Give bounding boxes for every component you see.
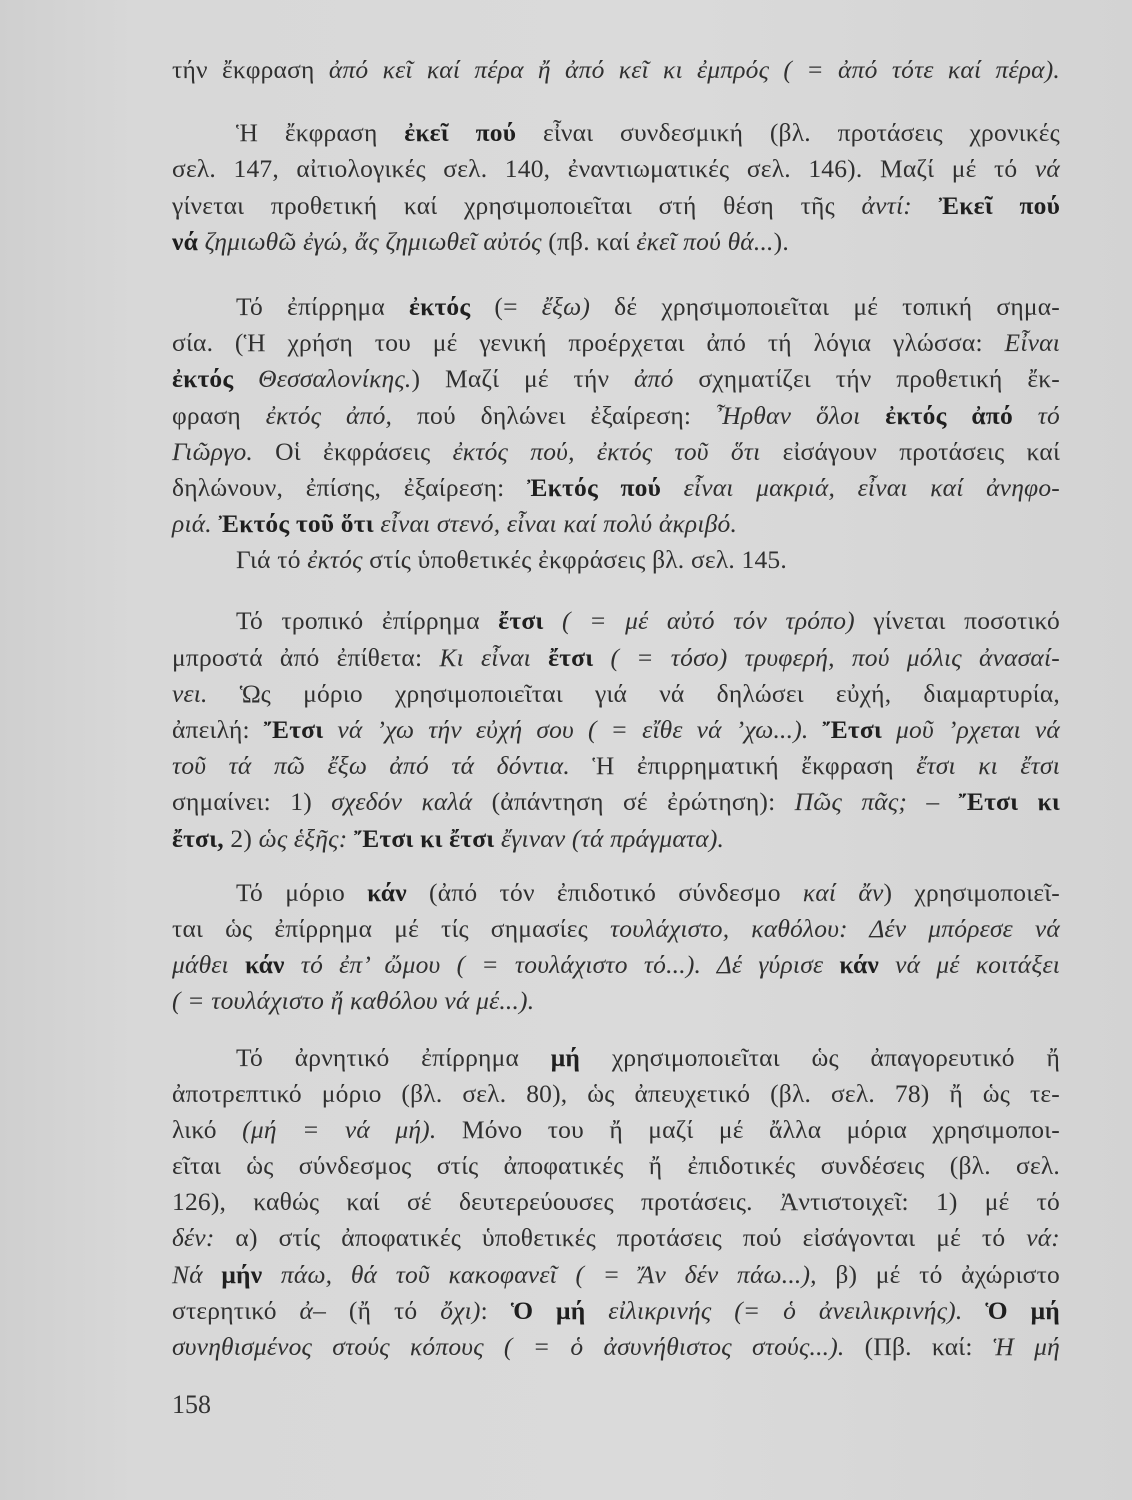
italic-example: ἀ–	[299, 1295, 327, 1325]
text-run: ) χρησιμοποιεῖ-	[883, 877, 1060, 907]
bold-term: ἐκεῖ πού	[404, 118, 517, 148]
text-line	[172, 188, 1060, 224]
bold-term: Ἐκεῖ πού	[938, 190, 1061, 220]
text-run: φραση	[172, 400, 266, 430]
text-line	[172, 748, 1060, 784]
text-line	[172, 911, 1060, 947]
italic-example: πάω, θά τοῦ κακοφανεῖ ( = Ἄν δέν πάω...),	[280, 1259, 817, 1289]
text-run: Τό ἐπίρρημα	[236, 291, 409, 321]
text-run: (=	[470, 291, 542, 321]
bold-term: ἐκτός	[409, 291, 471, 321]
italic-example: Νά	[172, 1259, 222, 1289]
text-line	[172, 289, 1060, 325]
bold-term: Ὁ μή	[985, 1295, 1060, 1325]
bold-term: ἐκτός	[172, 364, 259, 394]
text-line	[172, 1040, 1060, 1076]
italic-example: ( = τόσο) τρυφερή, πού μόλις ἀνασαί-	[610, 642, 1060, 672]
italic-example: νά ’χω τήν εὐχή σου ( = εἴθε νά ’χω...).	[337, 715, 823, 744]
text-run: ἀποτρεπτικό μόριο (βλ. σελ. 80), ὡς ἀπευχετικό (βλ. σελ. 78) ἤ ὡς τε-	[172, 1078, 1060, 1108]
italic-example: Κι εἶναι	[439, 642, 549, 672]
italic-example: ἐκτός	[307, 545, 363, 575]
text-line	[172, 224, 1060, 260]
bold-term: Ἔτσι κι	[958, 787, 1060, 817]
paragraph	[172, 542, 1060, 578]
text-run: γίνεται προθετική καί χρησιμοποιεῖται στή θέση τῆς	[172, 190, 862, 220]
text-run: σχηματίζει τήν προθετική ἔκ-	[673, 364, 1061, 394]
paragraph	[172, 52, 1060, 88]
italic-example: καί ἄν	[802, 877, 884, 907]
text-run: γίνεται ποσοτικό	[854, 606, 1060, 636]
text-run: στίς ὑποθετικές ἐκφράσεις βλ. σελ. 145.	[362, 545, 787, 575]
italic-example: τό	[1037, 400, 1061, 430]
italic-example: ἐκτός ἀπό,	[265, 400, 393, 430]
text-run: Ἡ ἐπιρρηματική ἔκφραση	[569, 751, 917, 781]
text-line	[172, 784, 1060, 820]
text-line	[172, 434, 1060, 470]
italic-example: δέν:	[172, 1223, 215, 1253]
text-line	[172, 506, 1060, 542]
italic-example: μάθει	[172, 950, 245, 980]
italic-example: νά	[1034, 154, 1060, 184]
paragraph	[172, 115, 1060, 260]
bold-term: Ἔτσι	[822, 715, 897, 744]
bold-term: μή	[550, 1042, 581, 1072]
italic-example: νει.	[172, 678, 208, 708]
text-line	[172, 1220, 1060, 1256]
text-run: (ἀπό τόν ἐπιδοτικό σύνδεσμο	[406, 877, 803, 907]
text-run: εῖται ὡς σύνδεσμος στίς ἀποφατικές ἤ ἐπιδοτικές συνδέσεις (βλ. σελ.	[172, 1151, 1060, 1181]
text-run: εἰσάγουν προτάσεις καί	[760, 436, 1061, 466]
text-run: (Πβ. καί:	[844, 1332, 993, 1361]
text-run: 2)	[223, 823, 259, 853]
text-run: λικό	[172, 1114, 243, 1144]
italic-example: νά:	[1026, 1223, 1060, 1253]
text-run: (πβ. καί	[541, 226, 637, 256]
paragraph	[172, 603, 1060, 856]
text-line	[172, 361, 1060, 397]
italic-example: μοῦ ’ρχεται νά	[896, 715, 1060, 744]
text-line	[172, 151, 1060, 187]
page-body-text	[172, 52, 1060, 1365]
text-run: 126), καθώς καί σέ δευτερεύουσες προτάσεις. Ἀντιστοιχεῖ: 1) μέ τό	[172, 1187, 1060, 1217]
italic-example: ἀντί:	[861, 190, 939, 220]
text-run: ἀπειλή:	[172, 715, 264, 744]
bold-term: κάν	[244, 950, 301, 980]
text-line	[172, 1076, 1060, 1112]
italic-example: Πῶς πᾶς;	[794, 787, 908, 817]
bold-term: Ἐκτός τοῦ ὅτι	[218, 509, 381, 539]
paragraph	[172, 289, 1060, 542]
text-run: –	[907, 787, 959, 817]
text-run: σία. (Ἡ χρήση του μέ γενική προέρχεται ἀπό τή λόγια γλώσσα:	[172, 328, 1005, 358]
italic-example: συνηθισμένος στούς κόπους ( = ὁ ἀσυνήθιστος στούς...).	[172, 1332, 845, 1361]
bold-term: ἔτσι,	[172, 823, 224, 853]
text-run: β) μέ τό ἀχώριστο	[816, 1259, 1060, 1289]
text-line	[172, 1112, 1060, 1148]
text-run: α) στίς ἀποφατικές ὑποθετικές προτάσεις πού εἰσάγονται μέ τό	[214, 1223, 1027, 1253]
italic-example: εἰλικρινής (= ὁ ἀνειλικρινής).	[608, 1295, 986, 1325]
text-run: Γιά τό	[236, 545, 308, 575]
text-line	[172, 603, 1060, 639]
bold-term: ἔτσι	[498, 606, 563, 636]
bold-term: μήν	[221, 1259, 281, 1289]
bold-term: Ἔτσι κι ἔτσι	[353, 823, 501, 853]
text-line	[172, 712, 1060, 748]
text-run: μπροστά ἀπό ἐπίθετα:	[172, 642, 440, 672]
italic-example: Θεσσαλονίκης.	[258, 364, 412, 394]
italic-example: ( = τουλάχιστο ἤ καθόλου νά μέ...).	[172, 986, 535, 1016]
text-line	[172, 398, 1060, 434]
text-run: χρησιμοποιεῖται ὡς ἀπαγορευτικό ἤ	[580, 1042, 1061, 1072]
text-run: (ἤ τό	[326, 1295, 441, 1325]
text-line	[172, 676, 1060, 712]
italic-example: ὄχι)	[440, 1295, 481, 1325]
text-run: ).	[773, 226, 789, 256]
text-line	[172, 1148, 1060, 1184]
text-run: Ὡς μόριο χρησιμοποιεῖται γιά νά δηλώσει εὐχή, διαμαρτυρία,	[207, 678, 1060, 708]
bold-term: ἔτσι	[548, 642, 611, 672]
text-run: Τό μόριο	[236, 877, 368, 907]
italic-example: ριά.	[172, 509, 219, 539]
bold-term: ἐκτός ἀπό	[885, 400, 1038, 430]
bold-term: νά	[172, 226, 205, 256]
text-run: πού δηλώνει ἐξαίρεση:	[392, 400, 717, 430]
italic-example: ἔτσι κι ἔτσι	[916, 751, 1060, 781]
text-run: Τό ἀρνητικό ἐπίρρημα	[236, 1042, 551, 1072]
page-number: 158	[172, 1390, 211, 1419]
text-run: Οἱ ἐκφράσεις	[253, 436, 453, 466]
bold-term: κάν	[839, 950, 896, 980]
text-run: Τό τροπικό ἐπίρρημα	[236, 606, 499, 636]
text-line	[172, 821, 1060, 857]
bold-term: Ἔτσι	[263, 715, 338, 744]
text-line	[172, 1293, 1060, 1329]
text-run: (ἀπάντηση σέ ἐρώτηση):	[472, 787, 795, 817]
text-run: σημαίνει: 1)	[172, 787, 332, 817]
italic-example: Εἶναι	[1004, 328, 1060, 358]
italic-example: ἀπό κεῖ καί πέρα ἤ ἀπό κεῖ κι ἐμπρός ( = ἀπό τότε καί πέρα).	[328, 55, 1061, 84]
text-run: :	[480, 1295, 511, 1325]
text-line	[172, 325, 1060, 361]
italic-example: ἐκτός πού, ἐκτός τοῦ ὅτι	[452, 436, 761, 466]
italic-example: νά μέ κοιτάξει	[895, 950, 1060, 980]
text-line	[172, 947, 1060, 983]
text-run: δέ χρησιμοποιεῖται μέ τοπική σημα-	[590, 291, 1060, 321]
bold-term: κάν	[367, 877, 407, 907]
italic-example: τουλάχιστο, καθόλου: Δέν μπόρεσε νά	[609, 913, 1061, 943]
italic-example: Ἦρθαν ὅλοι	[716, 400, 886, 430]
text-run: στερητικό	[172, 1295, 300, 1325]
italic-example: ζημιωθῶ ἐγώ, ἄς ζημιωθεῖ αὐτός	[204, 226, 542, 256]
text-line	[172, 1184, 1060, 1220]
italic-example: (μή = νά μή).	[242, 1114, 437, 1144]
bold-term: Ὁ μή	[510, 1295, 609, 1325]
italic-example: ἐκεῖ πού θά...	[636, 226, 774, 256]
italic-example: εἶναι στενό, εἶναι καί πολύ ἀκριβό.	[380, 509, 738, 539]
italic-example: εἶναι μακριά, εἶναι καί ἀνηφο-	[683, 472, 1061, 502]
text-line	[172, 983, 1060, 1019]
italic-example: τό ἐπ’ ὤμου ( = τουλάχιστο τό...). Δέ γύρισε	[300, 950, 840, 980]
bold-term: Ἐκτός πού	[527, 472, 684, 502]
text-line	[172, 115, 1060, 151]
paragraph	[172, 1040, 1060, 1366]
text-run: σελ. 147, αἰτιολογικές σελ. 140, ἐναντιωματικές σελ. 146). Μαζί μέ τό	[172, 154, 1035, 184]
italic-example: ἀπό	[634, 364, 674, 394]
text-run: ται ὡς ἐπίρρημα μέ τίς σημασίες	[172, 913, 610, 943]
text-line	[172, 470, 1060, 506]
text-line	[172, 542, 1060, 578]
text-run: δηλώνουν, ἐπίσης, ἐξαίρεση:	[172, 472, 528, 502]
paragraph	[172, 875, 1060, 1020]
text-line	[172, 640, 1060, 676]
text-run: εἶναι συνδεσμική (βλ. προτάσεις χρονικές	[516, 118, 1060, 148]
italic-example: Γιῶργο.	[172, 436, 254, 466]
text-line	[172, 52, 1060, 88]
italic-example: ἔξω)	[541, 291, 591, 321]
text-run: τήν ἔκφραση	[172, 55, 329, 84]
italic-example: Ἡ μή	[992, 1332, 1060, 1361]
text-run: Μόνο του ἤ μαζί μέ ἄλλα μόρια χρησιμοποι-	[436, 1114, 1060, 1144]
italic-example: τοῦ τά πῶ ἔξω ἀπό τά δόντια.	[172, 751, 570, 781]
italic-example: ὡς ἑξῆς:	[258, 823, 354, 853]
text-line	[172, 1257, 1060, 1293]
italic-example: ἔγιναν (τά πράγματα).	[500, 823, 725, 853]
italic-example: ( = μέ αὐτό τόν τρόπο)	[562, 606, 855, 636]
italic-example: σχεδόν καλά	[331, 787, 473, 817]
text-line	[172, 1329, 1060, 1365]
text-run: ) Μαζί μέ τήν	[411, 364, 635, 394]
text-line	[172, 875, 1060, 911]
text-run: Ἡ ἔκφραση	[236, 118, 405, 148]
